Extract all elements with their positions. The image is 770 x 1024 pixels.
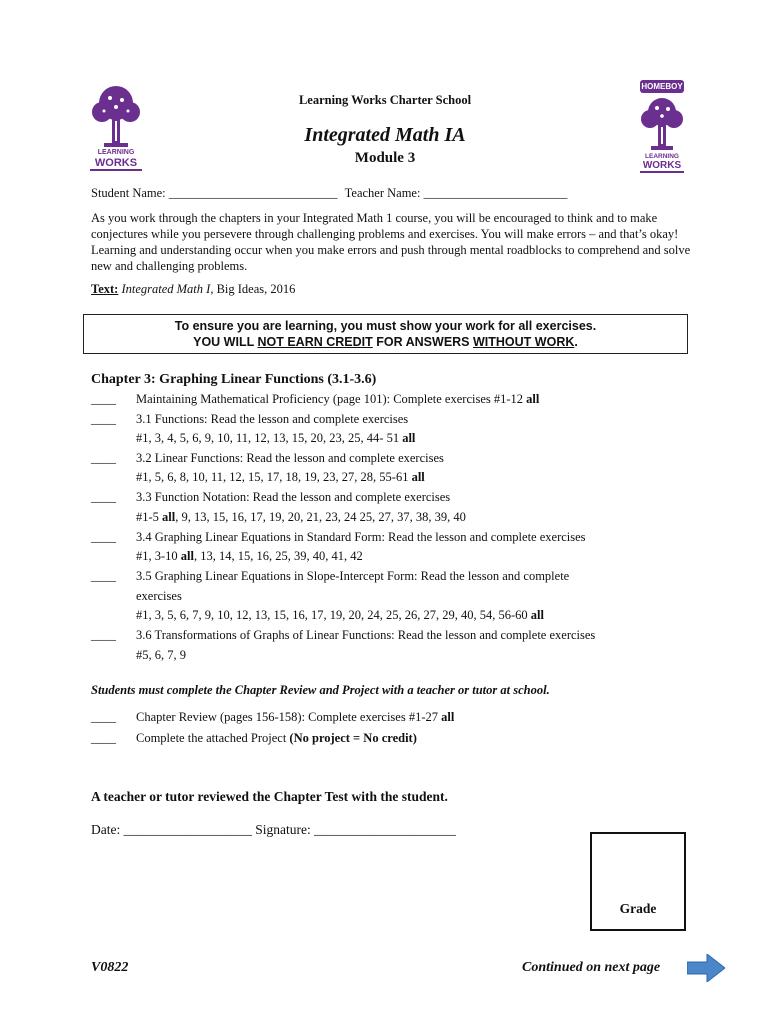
school-name: Learning Works Charter School (298, 93, 472, 107)
work-requirement-notice (83, 314, 688, 354)
notice-line-1: To ensure you are learning, you must show your work for all exercises. (174, 319, 597, 333)
task-exercises: #1, 3-10 all, 13, 14, 15, 16, 25, 39, 40, 41, 42 (136, 549, 363, 563)
project-task-text: Complete the attached Project (No project = No credit) (136, 731, 417, 745)
task-text: 3.5 Graphing Linear Equations in Slope-Intercept Form: Read the lesson and complete (136, 569, 570, 583)
textbook-title: Integrated Math I, (121, 282, 214, 296)
task-text: 3.2 Linear Functions: Read the lesson and complete exercises (136, 451, 444, 465)
teacher-name-label: Teacher Name: (344, 186, 421, 200)
student-name-label: Student Name: (91, 186, 166, 200)
name-line (91, 186, 567, 201)
right-arrow-icon (687, 954, 725, 982)
task-text-continued: exercises (136, 589, 182, 603)
signature-field[interactable]: _____________________ (314, 822, 456, 837)
signature-label: Signature: (255, 822, 311, 837)
date-label: Date: (91, 822, 121, 837)
checkbox-blank[interactable]: ____ (91, 710, 116, 724)
task-exercises: #1-5 all, 9, 13, 15, 16, 17, 19, 20, 21, 23, 24 25, 27, 37, 38, 39, 40 (136, 510, 466, 524)
task-exercises: #1, 3, 4, 5, 6, 9, 10, 11, 12, 13, 15, 20, 23, 25, 44- 51 all (136, 431, 416, 445)
continued-note: Continued on next page (522, 960, 661, 975)
module-title: Module 3 (354, 150, 416, 166)
version-code: V0822 (91, 960, 129, 975)
checkbox-blank[interactable]: ____ (91, 628, 116, 642)
task-exercises: #5, 6, 7, 9 (136, 648, 186, 662)
checkbox-blank[interactable]: ____ (91, 451, 116, 465)
checkbox-blank[interactable]: ____ (91, 731, 116, 745)
task-text: 3.6 Transformations of Graphs of Linear Functions: Read the lesson and complete exercises (136, 628, 596, 642)
teacher-name-field[interactable]: _______________________ (423, 186, 568, 200)
grade-label: Grade (619, 901, 657, 916)
review-task-text: Chapter Review (pages 156-158): Complete exercises #1-27 all (136, 710, 455, 724)
checkbox-blank[interactable]: ____ (91, 569, 116, 583)
requirement-note: Students must complete the Chapter Review and Project with a teacher or tutor at school. (91, 683, 550, 697)
date-signature-line (91, 822, 456, 838)
course-title: Integrated Math IA (304, 124, 466, 146)
text-label: Text: (91, 282, 119, 296)
logo-left-bottom-text: WORKS (90, 157, 142, 171)
chapter-title: Chapter 3: Graphing Linear Functions (3.1-3.6) (91, 372, 377, 387)
logo-right-top-text: LEARNING (645, 153, 679, 160)
task-text: 3.3 Function Notation: Read the lesson and complete exercises (136, 490, 451, 504)
student-name-field[interactable]: ___________________________ (168, 186, 338, 200)
date-field[interactable]: ___________________ (123, 822, 252, 837)
task-exercises: #1, 3, 5, 6, 7, 9, 10, 12, 13, 15, 16, 17, 19, 20, 24, 25, 26, 27, 29, 40, 54, 56-60 all (136, 608, 544, 622)
checkbox-blank[interactable]: ____ (91, 412, 116, 426)
task-text: 3.4 Graphing Linear Equations in Standard Form: Read the lesson and complete exercises (136, 530, 586, 544)
task-text: 3.1 Functions: Read the lesson and complete exercises (136, 412, 409, 426)
logo-left-top-text: LEARNING (97, 149, 135, 156)
text-reference (91, 282, 295, 297)
homeboy-badge: HOMEBOY (641, 82, 683, 91)
checkbox-blank[interactable]: ____ (91, 530, 116, 544)
logo-right-bottom-text: WORKS (640, 160, 684, 173)
textbook-publisher: Big Ideas, 2016 (213, 282, 296, 296)
grade-box[interactable] (590, 832, 686, 931)
checkbox-blank[interactable]: ____ (91, 490, 116, 504)
checkbox-blank[interactable]: ____ (91, 392, 116, 406)
task-text: Maintaining Mathematical Proficiency (page 101): Complete exercises #1-12 all (136, 392, 540, 406)
task-exercises: #1, 5, 6, 8, 10, 11, 12, 15, 17, 18, 19, 23, 27, 28, 55-61 all (136, 470, 425, 484)
review-heading: A teacher or tutor reviewed the Chapter Test with the student. (91, 789, 448, 804)
intro-paragraph: As you work through the chapters in your Integrated Math 1 course, you will be encouraged to think and to make conjectures while you persevere through challenging problems and exercises. You will make errors – and that’s okay! Learning and understanding occur when you make errors and push through mental roadblocks to comprehend and solve new and challenging problems. (91, 211, 691, 273)
notice-line-2: YOU WILL NOT EARN CREDIT FOR ANSWERS WITHOUT WORK. (193, 335, 578, 349)
